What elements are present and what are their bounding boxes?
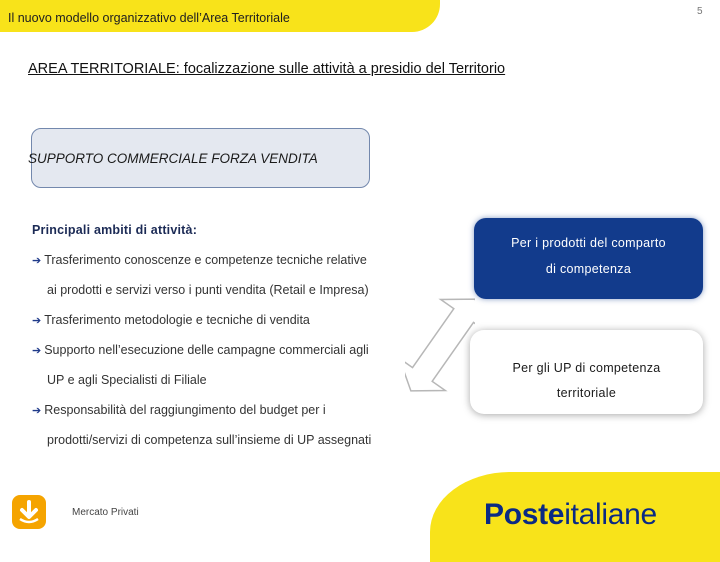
brand-bold: Poste [484,498,565,531]
brand-regular: italiane [564,498,657,531]
poste-italiane-logo [484,498,657,532]
arrow-right-icon: ➔ [32,345,42,357]
activity-continuation: ai prodotti e servizi verso i punti vendita (Retail e Impresa) [47,283,369,297]
activity-bullet [32,403,326,417]
footer-label: Mercato Privati [72,507,139,518]
product-scope-line2: di competenza [545,262,632,276]
arrow-right-icon: ➔ [32,405,42,417]
header-title: Il nuovo modello organizzativo dell’Area Territoriale [8,11,290,25]
activity-continuation: UP e agli Specialisti di Filiale [47,373,207,387]
product-scope-line1: Per i prodotti del comparto [511,236,666,250]
activity-text: Supporto nell’esecuzione delle campagne commerciali agli [44,343,369,357]
support-section-label: SUPPORTO COMMERCIALE FORZA VENDITA [28,151,318,166]
activity-bullet [32,313,310,327]
activity-text: Responsabilità del raggiungimento del budget per i [44,403,326,417]
territory-scope-line1: Per gli UP di competenza [512,361,661,375]
arrow-right-icon: ➔ [32,315,42,327]
activities-heading: Principali ambiti di attività: [32,223,198,237]
activity-bullet [32,253,367,267]
activity-text: Trasferimento metodologie e tecniche di vendita [44,313,310,327]
page-number: 5 [697,6,703,17]
product-scope-box [474,218,703,299]
down-arrow-icon [12,495,46,529]
activity-continuation: prodotti/servizi di competenza sull’insieme di UP assegnati [47,433,372,447]
double-arrow-connector [405,285,475,405]
activity-bullet [32,343,369,357]
section-subtitle: AREA TERRITORIALE: focalizzazione sulle attività a presidio del Territorio [28,61,506,77]
territory-scope-line2: territoriale [556,386,617,400]
arrow-right-icon: ➔ [32,255,42,267]
activity-text: Trasferimento conoscenze e competenze tecniche relative [44,253,367,267]
